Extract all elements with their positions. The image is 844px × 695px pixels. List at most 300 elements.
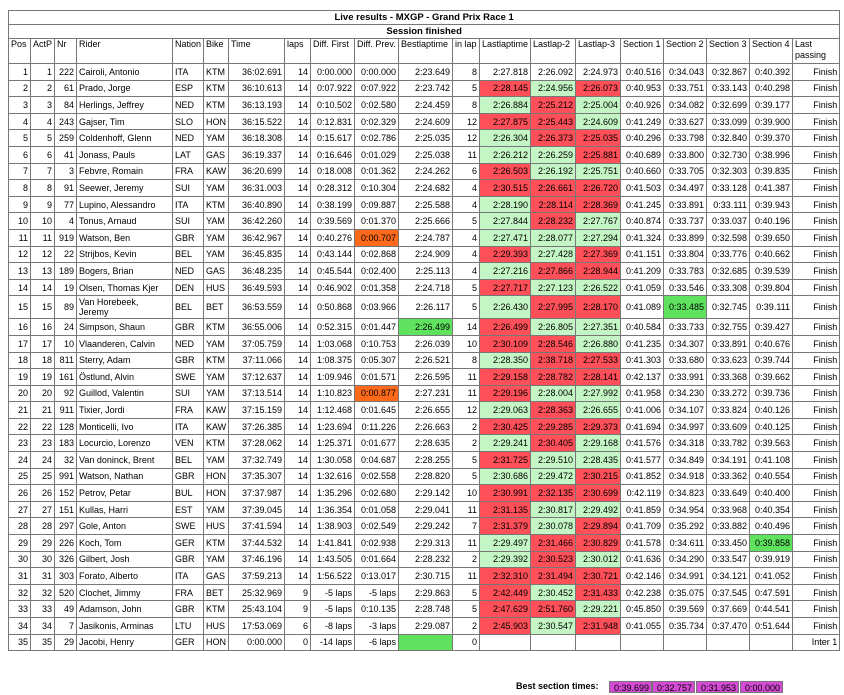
table-cell: 2:27.231 bbox=[399, 385, 453, 402]
table-cell: 2:29.313 bbox=[399, 535, 453, 552]
table-cell: 0:41.209 bbox=[621, 263, 664, 280]
table-cell: 2:42.449 bbox=[480, 584, 531, 601]
table-cell: SWE bbox=[173, 369, 204, 386]
table-cell: 17 bbox=[31, 335, 55, 352]
table-cell: 5 bbox=[453, 80, 480, 97]
table-cell: 9 bbox=[285, 584, 311, 601]
table-cell: 2:26.503 bbox=[480, 163, 531, 180]
table-cell: 14 bbox=[285, 518, 311, 535]
table-cell: YAM bbox=[204, 501, 229, 518]
table-cell: 2:30.012 bbox=[576, 551, 621, 568]
table-cell: 2:30.699 bbox=[576, 485, 621, 502]
table-cell: Vlaanderen, Calvin bbox=[77, 335, 173, 352]
table-cell: 0:42.146 bbox=[621, 568, 664, 585]
table-cell: 16 bbox=[31, 319, 55, 336]
table-cell: 0:40.296 bbox=[621, 130, 664, 147]
table-cell: 11 bbox=[453, 146, 480, 163]
table-cell: Van Horebeek, Jeremy bbox=[77, 296, 173, 319]
table-cell: 2:26.430 bbox=[480, 296, 531, 319]
table-cell: 2:28.077 bbox=[531, 229, 576, 246]
table-cell: Finish bbox=[793, 452, 840, 469]
table-cell: 4 bbox=[453, 180, 480, 197]
table-cell: 1:43.505 bbox=[311, 551, 355, 568]
table-cell: 37:28.062 bbox=[229, 435, 285, 452]
table-cell: HON bbox=[204, 113, 229, 130]
table-cell: 0:41.052 bbox=[750, 568, 793, 585]
table-cell: 0:41.006 bbox=[621, 402, 664, 419]
table-cell: ITA bbox=[173, 196, 204, 213]
table-cell: 2:26.595 bbox=[399, 369, 453, 386]
table-cell: 14 bbox=[285, 418, 311, 435]
table-cell: Kullas, Harri bbox=[77, 501, 173, 518]
table-cell: 811 bbox=[55, 352, 77, 369]
table-cell: 0:41.089 bbox=[621, 296, 664, 319]
table-cell: 1:03.068 bbox=[311, 335, 355, 352]
table-cell: 2:30.715 bbox=[399, 568, 453, 585]
table-cell: 2:23.649 bbox=[399, 64, 453, 81]
table-cell: 11 bbox=[453, 369, 480, 386]
table-cell: 37:41.594 bbox=[229, 518, 285, 535]
table-row bbox=[9, 535, 840, 552]
table-cell: 2:30.078 bbox=[531, 518, 576, 535]
table-cell: 0:52.315 bbox=[311, 319, 355, 336]
table-cell: FRA bbox=[173, 163, 204, 180]
table-cell: 0:34.043 bbox=[664, 64, 707, 81]
table-row bbox=[9, 468, 840, 485]
table-cell: 2:26.304 bbox=[480, 130, 531, 147]
table-cell: 1:08.375 bbox=[311, 352, 355, 369]
table-cell: 2:31.135 bbox=[480, 501, 531, 518]
table-cell: 0:33.783 bbox=[664, 263, 707, 280]
table-cell: 0:01.645 bbox=[355, 402, 399, 419]
table-cell: Finish bbox=[793, 130, 840, 147]
column-header: Diff. First bbox=[311, 39, 355, 64]
table-row bbox=[9, 369, 840, 386]
table-cell: 77 bbox=[55, 196, 77, 213]
table-cell: 2:29.392 bbox=[480, 551, 531, 568]
table-row bbox=[9, 402, 840, 419]
table-cell: 8 bbox=[453, 352, 480, 369]
table-cell: 0:41.694 bbox=[621, 418, 664, 435]
table-cell: 2:28.435 bbox=[576, 452, 621, 469]
table-cell: 0:40.516 bbox=[621, 64, 664, 81]
table-cell: 0:04.687 bbox=[355, 452, 399, 469]
table-cell: 0:39.662 bbox=[750, 369, 793, 386]
table-cell: 2:25.666 bbox=[399, 213, 453, 230]
table-cell: 9 bbox=[9, 196, 31, 213]
table-cell: 32 bbox=[31, 584, 55, 601]
table-cell: 0:37.669 bbox=[707, 601, 750, 618]
table-cell: 2:27.875 bbox=[480, 113, 531, 130]
table-cell: 2:26.655 bbox=[399, 402, 453, 419]
table-row bbox=[9, 418, 840, 435]
table-cell: 4 bbox=[453, 196, 480, 213]
session-status: Session finished bbox=[9, 25, 840, 39]
table-cell: 24 bbox=[55, 319, 77, 336]
table-cell: 2:28.635 bbox=[399, 435, 453, 452]
table-cell: 2:51.760 bbox=[531, 601, 576, 618]
table-cell: 0:39.736 bbox=[750, 385, 793, 402]
table-cell: 14 bbox=[285, 485, 311, 502]
table-cell: 1:56.522 bbox=[311, 568, 355, 585]
table-cell: 6 bbox=[31, 146, 55, 163]
table-cell: 14 bbox=[285, 163, 311, 180]
table-cell: -5 laps bbox=[311, 601, 355, 618]
table-cell: 0:01.664 bbox=[355, 551, 399, 568]
table-cell: 2:27.216 bbox=[480, 263, 531, 280]
table-cell: 2:26.073 bbox=[576, 80, 621, 97]
table-cell: 12 bbox=[453, 130, 480, 147]
table-cell: 0:39.919 bbox=[750, 551, 793, 568]
table-cell: 2:31.948 bbox=[576, 618, 621, 635]
table-cell: 7 bbox=[453, 518, 480, 535]
table-cell: 14 bbox=[285, 335, 311, 352]
table-cell: 0:38.199 bbox=[311, 196, 355, 213]
table-cell: 2:29.510 bbox=[531, 452, 576, 469]
table-cell: 2:32.135 bbox=[531, 485, 576, 502]
table-cell: Tonus, Arnaud bbox=[77, 213, 173, 230]
table-cell: 2:25.443 bbox=[531, 113, 576, 130]
table-cell: 19 bbox=[9, 369, 31, 386]
table-cell: 259 bbox=[55, 130, 77, 147]
table-cell: 26 bbox=[9, 485, 31, 502]
table-cell: 1:09.946 bbox=[311, 369, 355, 386]
table-cell: HUS bbox=[204, 518, 229, 535]
table-cell: 35 bbox=[31, 634, 55, 651]
table-cell: 2:28.170 bbox=[576, 296, 621, 319]
table-cell: Finish bbox=[793, 418, 840, 435]
table-cell: 18 bbox=[31, 352, 55, 369]
table-cell: 919 bbox=[55, 229, 77, 246]
table-cell: 37:26.385 bbox=[229, 418, 285, 435]
table-cell: 14 bbox=[285, 369, 311, 386]
table-cell: 0:00.000 bbox=[311, 64, 355, 81]
table-cell: 0:32.867 bbox=[707, 64, 750, 81]
table-cell: 2:26.661 bbox=[531, 180, 576, 197]
table-cell: BUL bbox=[173, 485, 204, 502]
table-cell: 2:27.866 bbox=[531, 263, 576, 280]
table-cell: 14 bbox=[9, 279, 31, 296]
table-cell: 2:24.787 bbox=[399, 229, 453, 246]
table-cell: 2:28.190 bbox=[480, 196, 531, 213]
table-cell: 11 bbox=[9, 229, 31, 246]
table-cell: 11 bbox=[453, 501, 480, 518]
table-cell: 0:12.831 bbox=[311, 113, 355, 130]
table-cell: 2:27.294 bbox=[576, 229, 621, 246]
table-cell: 0:40.392 bbox=[750, 64, 793, 81]
table-cell: 31 bbox=[9, 568, 31, 585]
table-cell: 0:01.029 bbox=[355, 146, 399, 163]
table-cell: 0:35.734 bbox=[664, 618, 707, 635]
table-cell: 222 bbox=[55, 64, 77, 81]
table-cell: -14 laps bbox=[311, 634, 355, 651]
table-cell: 25 bbox=[9, 468, 31, 485]
table-cell: 0:41.249 bbox=[621, 113, 664, 130]
table-cell: 0:39.744 bbox=[750, 352, 793, 369]
table-row bbox=[9, 229, 840, 246]
table-cell: 0:33.680 bbox=[664, 352, 707, 369]
table-cell: 36:20.699 bbox=[229, 163, 285, 180]
table-cell: 0:01.358 bbox=[355, 279, 399, 296]
table-cell: 10 bbox=[453, 485, 480, 502]
table-cell: 0:41.958 bbox=[621, 385, 664, 402]
table-row bbox=[9, 319, 840, 336]
table-cell: Finish bbox=[793, 568, 840, 585]
table-cell: 0:41.235 bbox=[621, 335, 664, 352]
table-cell: 0:33.776 bbox=[707, 246, 750, 263]
table-cell: 1:36.354 bbox=[311, 501, 355, 518]
table-cell: 2:24.718 bbox=[399, 279, 453, 296]
table-cell: 0:39.569 bbox=[664, 601, 707, 618]
table-cell: Finish bbox=[793, 180, 840, 197]
table-cell: 2:27.533 bbox=[576, 352, 621, 369]
table-cell: 303 bbox=[55, 568, 77, 585]
table-cell: 2:25.212 bbox=[531, 97, 576, 114]
table-cell: 326 bbox=[55, 551, 77, 568]
table-cell: 2:26.259 bbox=[531, 146, 576, 163]
table-cell: 8 bbox=[31, 180, 55, 197]
table-cell: 0:39.835 bbox=[750, 163, 793, 180]
table-cell: 10 bbox=[453, 335, 480, 352]
table-cell: 0:41.151 bbox=[621, 246, 664, 263]
table-row bbox=[9, 335, 840, 352]
table-cell: 29 bbox=[55, 634, 77, 651]
table-cell: 2:25.035 bbox=[399, 130, 453, 147]
table-cell: 0 bbox=[453, 634, 480, 651]
table-cell: 0:47.591 bbox=[750, 584, 793, 601]
table-cell: 13 bbox=[31, 263, 55, 280]
table-cell: 0:41.576 bbox=[621, 435, 664, 452]
table-cell: BEL bbox=[173, 246, 204, 263]
table-cell: 991 bbox=[55, 468, 77, 485]
table-cell: 14 bbox=[285, 279, 311, 296]
table-cell: Petrov, Petar bbox=[77, 485, 173, 502]
table-cell: 2:31.379 bbox=[480, 518, 531, 535]
table-cell: 0:33.308 bbox=[707, 279, 750, 296]
table-cell: 36:10.613 bbox=[229, 80, 285, 97]
best-section-time: 0:00.000 bbox=[740, 681, 783, 693]
table-cell: KAW bbox=[204, 402, 229, 419]
table-cell: GAS bbox=[204, 146, 229, 163]
table-cell: 2:29.168 bbox=[576, 435, 621, 452]
table-cell: 2:27.471 bbox=[480, 229, 531, 246]
table-cell: 0:32.598 bbox=[707, 229, 750, 246]
table-cell: 0:41.303 bbox=[621, 352, 664, 369]
table-cell: Seewer, Jeremy bbox=[77, 180, 173, 197]
table-cell: 2:26.499 bbox=[480, 319, 531, 336]
table-cell: 2:28.145 bbox=[480, 80, 531, 97]
table-row bbox=[9, 551, 840, 568]
table-cell: HUS bbox=[204, 618, 229, 635]
table-cell bbox=[576, 634, 621, 651]
table-cell: 35 bbox=[9, 634, 31, 651]
table-cell: 11 bbox=[31, 229, 55, 246]
table-cell: 37:35.307 bbox=[229, 468, 285, 485]
table-cell: 0:00.707 bbox=[355, 229, 399, 246]
table-cell: 2:29.063 bbox=[480, 402, 531, 419]
table-cell: 0:41.709 bbox=[621, 518, 664, 535]
table-cell: 0:40.689 bbox=[621, 146, 664, 163]
column-header: Bestlaptime bbox=[399, 39, 453, 64]
table-cell: 2:29.242 bbox=[399, 518, 453, 535]
table-cell: 0:40.276 bbox=[311, 229, 355, 246]
table-cell: Gole, Anton bbox=[77, 518, 173, 535]
column-header: Section 1 bbox=[621, 39, 664, 64]
table-cell: 49 bbox=[55, 601, 77, 618]
table-cell: BET bbox=[204, 584, 229, 601]
table-cell: 25:43.104 bbox=[229, 601, 285, 618]
table-cell: 14 bbox=[285, 385, 311, 402]
table-cell: Inter 1 bbox=[793, 634, 840, 651]
table-cell: 0:10.135 bbox=[355, 601, 399, 618]
table-cell: 14 bbox=[285, 146, 311, 163]
table-cell: GBR bbox=[173, 352, 204, 369]
table-cell: 0:41.578 bbox=[621, 535, 664, 552]
table-cell: 0:41.577 bbox=[621, 452, 664, 469]
table-cell: 0:41.055 bbox=[621, 618, 664, 635]
table-cell: 0:00.000 bbox=[355, 64, 399, 81]
table-cell: Finish bbox=[793, 369, 840, 386]
table-cell: 2:28.363 bbox=[531, 402, 576, 419]
table-cell: 0 bbox=[285, 634, 311, 651]
table-cell: LTU bbox=[173, 618, 204, 635]
table-cell: 14 bbox=[285, 229, 311, 246]
table-cell: KTM bbox=[204, 80, 229, 97]
table-cell: 0:34.954 bbox=[664, 501, 707, 518]
table-cell: 1:38.903 bbox=[311, 518, 355, 535]
table-cell: 2:45.903 bbox=[480, 618, 531, 635]
table-cell: 0:39.900 bbox=[750, 113, 793, 130]
table-cell: SUI bbox=[173, 180, 204, 197]
table-cell: 0:33.485 bbox=[664, 296, 707, 319]
table-cell: 2:25.004 bbox=[576, 97, 621, 114]
table-cell: HON bbox=[204, 485, 229, 502]
table-cell: Finish bbox=[793, 319, 840, 336]
table-cell: 0:33.733 bbox=[664, 319, 707, 336]
table-row bbox=[9, 213, 840, 230]
table-cell: 2:24.682 bbox=[399, 180, 453, 197]
table-cell: ITA bbox=[173, 418, 204, 435]
table-cell: 9 bbox=[285, 601, 311, 618]
table-cell: 9 bbox=[31, 196, 55, 213]
table-cell: 297 bbox=[55, 518, 77, 535]
table-cell: 36:13.193 bbox=[229, 97, 285, 114]
table-cell: Jacobi, Henry bbox=[77, 634, 173, 651]
table-cell: 5 bbox=[453, 213, 480, 230]
table-cell: 0:01.677 bbox=[355, 435, 399, 452]
table-cell: 36:40.890 bbox=[229, 196, 285, 213]
table-row bbox=[9, 485, 840, 502]
table-cell: 2:31.725 bbox=[480, 452, 531, 469]
table-cell: 25 bbox=[31, 468, 55, 485]
table-cell: 0:33.824 bbox=[707, 402, 750, 419]
table-cell: 0:33.111 bbox=[707, 196, 750, 213]
table-cell: 0:39.563 bbox=[750, 435, 793, 452]
table-cell: KAW bbox=[204, 163, 229, 180]
table-cell: 29 bbox=[31, 535, 55, 552]
table-cell: 0:40.584 bbox=[621, 319, 664, 336]
table-cell: 1:35.296 bbox=[311, 485, 355, 502]
table-cell bbox=[750, 634, 793, 651]
table-cell: Sterry, Adam bbox=[77, 352, 173, 369]
table-header bbox=[9, 39, 840, 64]
table-cell: YAM bbox=[204, 130, 229, 147]
table-cell: 2:29.158 bbox=[480, 369, 531, 386]
column-header: Time bbox=[229, 39, 285, 64]
table-cell: 0:33.891 bbox=[664, 196, 707, 213]
table-cell: 0:35.075 bbox=[664, 584, 707, 601]
table-cell: Olsen, Thomas Kjer bbox=[77, 279, 173, 296]
table-cell: Finish bbox=[793, 501, 840, 518]
table-cell: 14 bbox=[285, 246, 311, 263]
table-cell: 0:42.119 bbox=[621, 485, 664, 502]
column-header: Section 3 bbox=[707, 39, 750, 64]
table-cell: 5 bbox=[453, 584, 480, 601]
table-cell: 0:33.899 bbox=[664, 229, 707, 246]
table-cell: 0:39.111 bbox=[750, 296, 793, 319]
table-cell: 0:41.859 bbox=[621, 501, 664, 518]
table-cell: Monticelli, Ivo bbox=[77, 418, 173, 435]
table-cell: 14 bbox=[285, 80, 311, 97]
table-cell: 3 bbox=[31, 97, 55, 114]
table-cell: 10 bbox=[55, 335, 77, 352]
column-header: Last passing bbox=[793, 39, 840, 64]
table-cell: 0:50.868 bbox=[311, 296, 355, 319]
table-cell: 2:26.039 bbox=[399, 335, 453, 352]
table-row bbox=[9, 146, 840, 163]
table-cell: Clochet, Jimmy bbox=[77, 584, 173, 601]
table-cell: 0:32.730 bbox=[707, 146, 750, 163]
table-cell: -6 laps bbox=[355, 634, 399, 651]
table-cell: 5 bbox=[453, 601, 480, 618]
table-cell: 911 bbox=[55, 402, 77, 419]
table-cell: 37:12.637 bbox=[229, 369, 285, 386]
table-cell: 17:53.069 bbox=[229, 618, 285, 635]
table-cell: Finish bbox=[793, 296, 840, 319]
table-cell: KTM bbox=[204, 319, 229, 336]
table-cell: 21 bbox=[9, 402, 31, 419]
table-cell: 8 bbox=[9, 180, 31, 197]
table-cell: 14 bbox=[285, 196, 311, 213]
table-cell: 41 bbox=[55, 146, 77, 163]
table-cell: 2:24.909 bbox=[399, 246, 453, 263]
table-cell: 2:30.829 bbox=[576, 535, 621, 552]
table-cell: 2:28.369 bbox=[576, 196, 621, 213]
table-cell: Finish bbox=[793, 601, 840, 618]
table-cell: FRA bbox=[173, 402, 204, 419]
table-cell: Jasikonis, Arminas bbox=[77, 618, 173, 635]
table-cell: ITA bbox=[173, 568, 204, 585]
table-cell: 2:32.310 bbox=[480, 568, 531, 585]
table-cell: Finish bbox=[793, 279, 840, 296]
table-cell: 2:28.141 bbox=[576, 369, 621, 386]
table-row bbox=[9, 518, 840, 535]
table-cell: 2:31.494 bbox=[531, 568, 576, 585]
table-row bbox=[9, 452, 840, 469]
table-cell: KTM bbox=[204, 97, 229, 114]
table-cell: Forato, Alberto bbox=[77, 568, 173, 585]
table-cell: 0:33.099 bbox=[707, 113, 750, 130]
table-cell: 1:12.468 bbox=[311, 402, 355, 419]
table-cell: 2:30.452 bbox=[531, 584, 576, 601]
table-cell: Finish bbox=[793, 352, 840, 369]
table-cell: 84 bbox=[55, 97, 77, 114]
table-cell: 2:29.373 bbox=[576, 418, 621, 435]
table-cell: 0:03.966 bbox=[355, 296, 399, 319]
table-cell: 32 bbox=[55, 452, 77, 469]
table-cell: 0:02.580 bbox=[355, 97, 399, 114]
table-cell: 161 bbox=[55, 369, 77, 386]
